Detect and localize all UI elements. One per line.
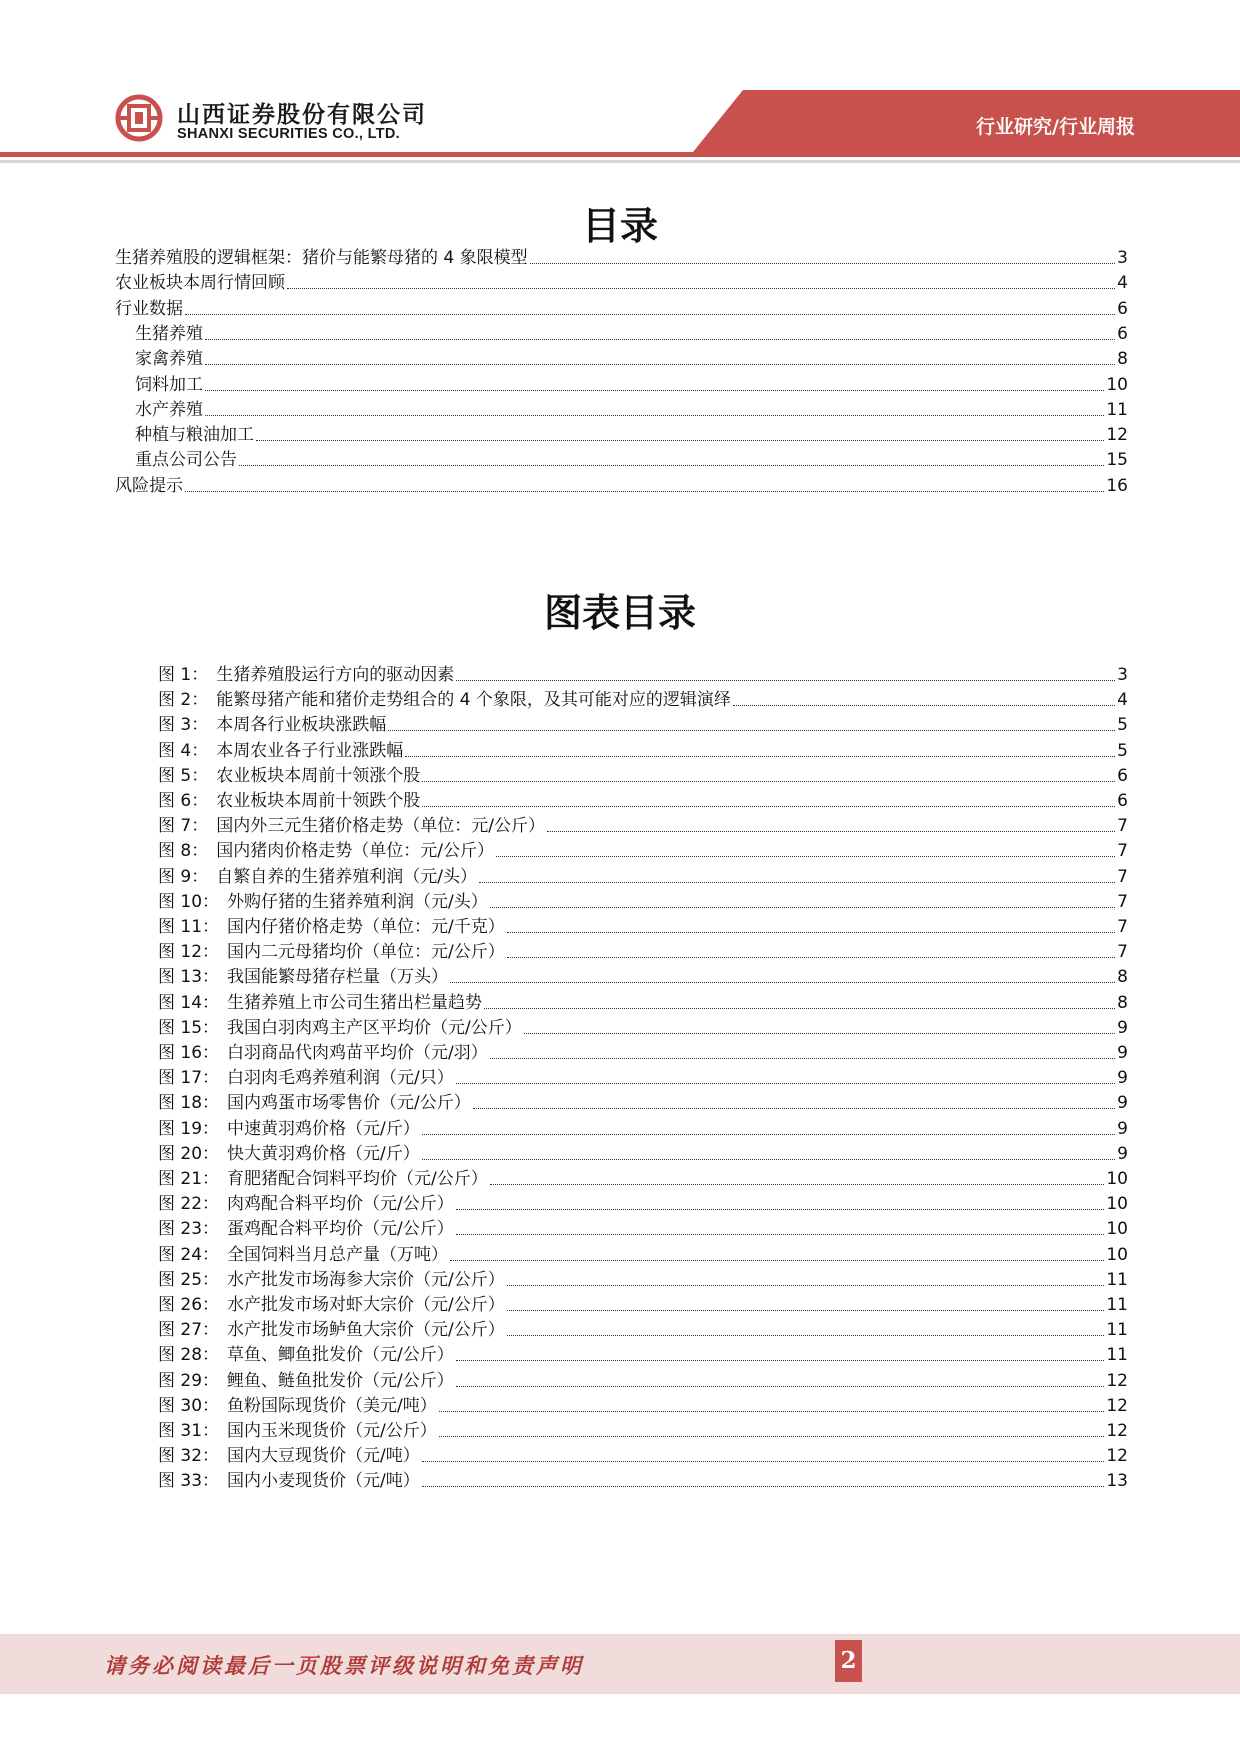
figure-number: 图 29： <box>158 1370 220 1391</box>
figure-entry[interactable] <box>158 1265 1128 1291</box>
dot-leader <box>547 831 1115 832</box>
dot-leader <box>456 680 1115 681</box>
figure-entry[interactable] <box>158 1340 1128 1366</box>
figure-entry[interactable] <box>158 786 1128 812</box>
dot-leader <box>496 856 1115 857</box>
figure-entry-page: 5 <box>1117 715 1128 736</box>
toc-entry[interactable] <box>135 395 1128 421</box>
figure-number: 图 11： <box>158 917 220 937</box>
toc-entry-page: 6 <box>1117 298 1128 319</box>
toc-entry-page: 16 <box>1106 475 1128 496</box>
figure-number: 图 22： <box>158 1194 220 1215</box>
figure-entry[interactable] <box>158 736 1128 762</box>
figure-entry-label: 能繁母猪产能和猪价走势组合的 4 个象限，及其可能对应的逻辑演绎 <box>216 690 731 711</box>
figure-entry-label: 我国白羽肉鸡主产区平均价（元/公斤） <box>227 1017 522 1038</box>
figure-entry-page: 11 <box>1106 1345 1128 1366</box>
figure-number: 图 33： <box>158 1471 220 1492</box>
toc-entry[interactable] <box>135 319 1128 345</box>
figure-entry-page: 7 <box>1117 891 1128 912</box>
dot-leader <box>205 415 1104 416</box>
figure-number: 图 28： <box>158 1345 220 1366</box>
dot-leader <box>239 465 1104 466</box>
figure-entry[interactable] <box>158 836 1128 862</box>
figure-entry-label: 生猪养殖上市公司生猪出栏量趋势 <box>227 992 483 1013</box>
toc-entry-label: 饲料加工 <box>135 374 203 395</box>
figure-entry-label: 育肥猪配合饲料平均价（元/公斤） <box>227 1169 488 1189</box>
figure-entry-page: 6 <box>1117 765 1128 786</box>
company-logo-icon <box>115 94 163 142</box>
figure-entry-label: 国内猪肉价格走势（单位：元/公斤） <box>216 841 494 862</box>
figure-entry[interactable] <box>158 1240 1128 1266</box>
figure-number: 图 9： <box>158 866 209 887</box>
dot-leader <box>733 705 1115 706</box>
figure-entry-page: 11 <box>1106 1295 1128 1315</box>
figure-entry[interactable] <box>158 1164 1128 1190</box>
figure-number: 图 8： <box>158 841 209 862</box>
dot-leader <box>450 982 1115 983</box>
figure-entry-label: 自繁自养的生猪养殖利润（元/头） <box>216 866 477 887</box>
figure-number: 图 10： <box>158 891 220 912</box>
figure-entry-label: 全国饲料当月总产量（万吨） <box>227 1244 449 1265</box>
dot-leader <box>524 1033 1115 1034</box>
figure-entry[interactable] <box>158 1013 1128 1039</box>
figure-entry-page: 12 <box>1106 1446 1128 1467</box>
figure-entry[interactable] <box>158 937 1128 963</box>
dot-leader <box>456 1234 1105 1235</box>
dot-leader <box>507 932 1115 933</box>
figure-entry-label: 本周各行业板块涨跌幅 <box>216 715 387 736</box>
figure-entry[interactable] <box>158 1139 1128 1165</box>
dot-leader <box>507 1310 1105 1311</box>
figure-entry[interactable] <box>158 1315 1128 1341</box>
figure-entry-page: 5 <box>1117 740 1128 761</box>
figure-entry[interactable] <box>158 1189 1128 1215</box>
figure-entry-label: 国内小麦现货价（元/吨） <box>227 1471 420 1492</box>
dot-leader <box>456 1083 1115 1084</box>
figure-entry-page: 9 <box>1117 1093 1128 1114</box>
figure-number: 图 14： <box>158 992 220 1013</box>
figure-entry-page: 3 <box>1117 665 1128 685</box>
figure-number: 图 31： <box>158 1421 220 1441</box>
figure-entry-label: 快大黄羽鸡价格（元/斤） <box>227 1143 420 1164</box>
dot-leader <box>405 756 1115 757</box>
dot-leader <box>456 1386 1105 1387</box>
dot-leader <box>185 314 1115 315</box>
dot-leader <box>479 882 1115 883</box>
dot-leader <box>388 730 1115 731</box>
toc-entry[interactable] <box>135 344 1128 370</box>
figure-entry[interactable] <box>158 862 1128 888</box>
dot-leader <box>450 1260 1104 1261</box>
figure-entry[interactable] <box>158 1088 1128 1114</box>
dot-leader <box>439 1411 1105 1412</box>
dot-leader <box>484 1008 1115 1009</box>
figure-entry-page: 9 <box>1117 1017 1128 1038</box>
toc-entry[interactable] <box>115 268 1128 294</box>
figure-entry-page: 10 <box>1106 1194 1128 1215</box>
page-number: 2 <box>835 1640 862 1682</box>
dot-leader <box>507 1285 1105 1286</box>
dot-leader <box>473 1108 1115 1109</box>
figure-entry-label: 国内玉米现货价（元/公斤） <box>227 1421 437 1441</box>
dot-leader <box>422 1461 1105 1462</box>
figure-entry-label: 我国能繁母猪存栏量（万头） <box>227 967 449 988</box>
figure-entry[interactable] <box>158 988 1128 1014</box>
dot-leader <box>422 806 1115 807</box>
figure-number: 图 5： <box>158 765 209 786</box>
figure-entry-label: 国内二元母猪均价（单位：元/公斤） <box>227 942 505 963</box>
figure-entry[interactable] <box>158 912 1128 938</box>
figure-entry-page: 7 <box>1117 917 1128 937</box>
dot-leader <box>287 288 1115 289</box>
toc-entry[interactable] <box>115 471 1128 497</box>
figure-entry[interactable] <box>158 1441 1128 1467</box>
dot-leader <box>205 390 1104 391</box>
figure-entry-label: 鱼粉国际现货价（美元/吨） <box>227 1395 437 1416</box>
figure-number: 图 4： <box>158 740 209 761</box>
dot-leader <box>185 491 1104 492</box>
figure-entry-page: 10 <box>1106 1169 1128 1189</box>
report-type-tag: 行业研究/行业周报 <box>976 116 1135 138</box>
figure-entry-page: 4 <box>1117 690 1128 711</box>
figure-number: 图 32： <box>158 1446 220 1467</box>
toc-entry-page: 6 <box>1117 323 1128 344</box>
figure-entry-label: 外购仔猪的生猪养殖利润（元/头） <box>227 891 488 912</box>
figure-number: 图 1： <box>158 665 209 685</box>
dot-leader <box>456 1209 1105 1210</box>
figure-entry-page: 9 <box>1117 1068 1128 1089</box>
figure-entry-label: 水产批发市场鲈鱼大宗价（元/公斤） <box>227 1320 505 1341</box>
figure-entry[interactable] <box>158 1290 1128 1316</box>
figure-entry[interactable] <box>158 1063 1128 1089</box>
figure-entry-page: 8 <box>1117 992 1128 1013</box>
toc-entry-label: 重点公司公告 <box>135 450 237 471</box>
dot-leader <box>490 1058 1115 1059</box>
toc-entry[interactable] <box>135 420 1128 446</box>
figure-entry-page: 6 <box>1117 791 1128 811</box>
dot-leader <box>490 1184 1105 1185</box>
toc-entry-label: 家禽养殖 <box>135 349 203 370</box>
figure-entry-label: 本周农业各子行业涨跌幅 <box>216 740 404 761</box>
dot-leader <box>456 1360 1105 1361</box>
figure-entry-page: 13 <box>1106 1471 1128 1492</box>
toc-entry[interactable] <box>115 243 1128 269</box>
toc-entry-page: 8 <box>1117 349 1128 370</box>
figure-entry-label: 生猪养殖股运行方向的驱动因素 <box>216 665 455 685</box>
figure-entry[interactable] <box>158 1366 1128 1392</box>
figure-number: 图 7： <box>158 816 209 837</box>
figure-entry-page: 8 <box>1117 967 1128 988</box>
toc-entry-label: 生猪养殖 <box>135 323 203 344</box>
dot-leader <box>422 1486 1105 1487</box>
figure-entry[interactable] <box>158 710 1128 736</box>
figure-number: 图 27： <box>158 1320 220 1341</box>
toc-entry-page: 3 <box>1117 248 1128 268</box>
toc-entry-page: 12 <box>1106 425 1128 446</box>
figure-entry-page: 11 <box>1106 1269 1128 1290</box>
figure-entry-label: 草鱼、鲫鱼批发价（元/公斤） <box>227 1345 454 1366</box>
figure-entry-page: 12 <box>1106 1395 1128 1416</box>
dot-leader <box>256 440 1104 441</box>
toc-entry-label: 行业数据 <box>115 298 183 319</box>
figure-entry-label: 农业板块本周前十领跌个股 <box>216 791 421 811</box>
figure-number: 图 16： <box>158 1043 220 1063</box>
toc-entry-page: 11 <box>1106 399 1128 420</box>
footer-disclaimer: 请务必阅读最后一页股票评级说明和免责声明 <box>104 1653 584 1678</box>
figure-entry-label: 农业板块本周前十领涨个股 <box>216 765 421 786</box>
header-divider-red <box>0 152 1240 157</box>
dot-leader <box>422 1159 1115 1160</box>
figure-number: 图 19： <box>158 1118 220 1139</box>
figure-entry-page: 11 <box>1106 1320 1128 1341</box>
toc-entry-page: 15 <box>1106 450 1128 471</box>
dot-leader <box>490 907 1115 908</box>
figure-entry-label: 白羽商品代肉鸡苗平均价（元/羽） <box>227 1043 488 1063</box>
figure-number: 图 12： <box>158 942 220 963</box>
toc-entry-label: 农业板块本周行情回顾 <box>115 273 285 294</box>
header-band <box>693 90 1240 152</box>
figure-entry-label: 中速黄羽鸡价格（元/斤） <box>227 1118 420 1139</box>
figure-entry[interactable] <box>158 761 1128 787</box>
figure-entry[interactable] <box>158 1114 1128 1140</box>
company-name-en: SHANXI SECURITIES CO., LTD. <box>177 126 400 142</box>
dot-leader <box>422 781 1115 782</box>
toc-entry-page: 10 <box>1106 374 1128 395</box>
figure-entry[interactable] <box>158 1391 1128 1417</box>
toc-entry[interactable] <box>115 294 1128 320</box>
dot-leader <box>422 1134 1115 1135</box>
figure-entry-label: 国内鸡蛋市场零售价（元/公斤） <box>227 1093 471 1114</box>
figure-number: 图 30： <box>158 1395 220 1416</box>
figure-entry[interactable] <box>158 660 1128 686</box>
dot-leader <box>507 1335 1105 1336</box>
figure-number: 图 6： <box>158 791 209 811</box>
figure-entry[interactable] <box>158 685 1128 711</box>
figure-entry-page: 7 <box>1117 866 1128 887</box>
figure-entry-page: 9 <box>1117 1118 1128 1139</box>
figure-number: 图 2： <box>158 690 209 711</box>
figure-number: 图 20： <box>158 1143 220 1164</box>
figure-entry-label: 水产批发市场海参大宗价（元/公斤） <box>227 1269 505 1290</box>
figure-number: 图 21： <box>158 1169 220 1189</box>
toc-entry-label: 种植与粮油加工 <box>135 425 254 446</box>
figure-number: 图 18： <box>158 1093 220 1114</box>
figure-number: 图 3： <box>158 715 209 736</box>
toc-entry-label: 生猪养殖股的逻辑框架：猪价与能繁母猪的 4 象限模型 <box>115 248 528 268</box>
dot-leader <box>507 957 1115 958</box>
figure-entry[interactable] <box>158 1416 1128 1442</box>
dot-leader <box>205 364 1115 365</box>
figure-entry-label: 蛋鸡配合料平均价（元/公斤） <box>227 1219 454 1240</box>
figure-entry[interactable] <box>158 1466 1128 1492</box>
figure-list-title: 图表目录 <box>543 590 696 635</box>
dot-leader <box>205 339 1115 340</box>
figure-entry[interactable] <box>158 811 1128 837</box>
figure-entry-label: 国内仔猪价格走势（单位：元/千克） <box>227 917 505 937</box>
figure-entry-page: 7 <box>1117 816 1128 837</box>
figure-number: 图 23： <box>158 1219 220 1240</box>
figure-entry-page: 12 <box>1106 1421 1128 1441</box>
figure-entry-page: 9 <box>1117 1043 1128 1063</box>
toc-entry-label: 风险提示 <box>115 475 183 496</box>
toc-entry-label: 水产养殖 <box>135 399 203 420</box>
figure-number: 图 15： <box>158 1017 220 1038</box>
figure-entry-page: 10 <box>1106 1219 1128 1240</box>
toc-entry-page: 4 <box>1117 273 1128 294</box>
figure-entry[interactable] <box>158 1214 1128 1240</box>
page-header <box>0 0 1240 175</box>
figure-entry-label: 国内外三元生猪价格走势（单位：元/公斤） <box>216 816 545 837</box>
toc-title: 目录 <box>581 203 658 248</box>
dot-leader <box>530 263 1116 264</box>
figure-number: 图 25： <box>158 1269 220 1290</box>
toc-entry[interactable] <box>135 370 1128 396</box>
figure-entry-label: 肉鸡配合料平均价（元/公斤） <box>227 1194 454 1215</box>
figure-entry[interactable] <box>158 962 1128 988</box>
figure-entry-page: 7 <box>1117 841 1128 862</box>
figure-number: 图 26： <box>158 1295 220 1315</box>
figure-entry-label: 鲤鱼、鲢鱼批发价（元/公斤） <box>227 1370 454 1391</box>
figure-entry-page: 9 <box>1117 1143 1128 1164</box>
toc-entry[interactable] <box>135 445 1128 471</box>
figure-entry-page: 7 <box>1117 942 1128 963</box>
figure-entry-label: 白羽肉毛鸡养殖利润（元/只） <box>227 1068 454 1089</box>
header-divider-grey <box>0 160 1240 163</box>
dot-leader <box>439 1436 1105 1437</box>
figure-number: 图 24： <box>158 1244 220 1265</box>
figure-entry-page: 12 <box>1106 1370 1128 1391</box>
figure-entry-label: 国内大豆现货价（元/吨） <box>227 1446 420 1467</box>
figure-entry-label: 水产批发市场对虾大宗价（元/公斤） <box>227 1295 505 1315</box>
figure-entry[interactable] <box>158 1038 1128 1064</box>
figure-number: 图 17： <box>158 1068 220 1089</box>
figure-entry[interactable] <box>158 887 1128 913</box>
figure-entry-page: 10 <box>1106 1244 1128 1265</box>
figure-number: 图 13： <box>158 967 220 988</box>
company-name-cn: 山西证券股份有限公司 <box>177 102 427 128</box>
